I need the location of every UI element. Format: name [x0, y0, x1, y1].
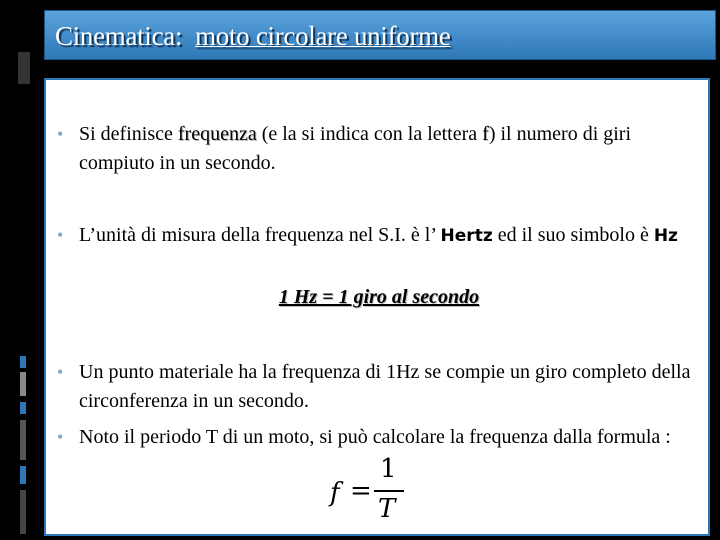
unit-name: Hertz	[440, 226, 493, 246]
hertz-definition: 1 Hz = 1 giro al secondo	[278, 286, 480, 308]
text: Si definisce	[79, 123, 173, 145]
letter-f: f	[482, 123, 489, 145]
text: L’unità di misura della frequenza nel S.I. è l’	[79, 224, 436, 246]
decor-bar	[20, 490, 26, 534]
paragraph-frequency-definition	[79, 120, 698, 178]
decor-bar	[20, 372, 26, 396]
unit-symbol: Hz	[653, 226, 678, 246]
paragraph-unit	[79, 221, 698, 251]
text: ed il suo simbolo è	[497, 224, 649, 246]
title-prefix: Cinematica:	[55, 21, 183, 51]
decor-bar	[20, 402, 26, 414]
fraction-line	[374, 490, 404, 492]
slide-title-bar	[44, 10, 716, 60]
text: ) il numero di giri compiuto in un secondo.	[79, 123, 632, 174]
frequency-formula	[330, 452, 410, 532]
bullet-icon: •	[57, 362, 64, 382]
term-frequenza: frequenza	[177, 123, 257, 145]
text: (e la si indica con la lettera	[261, 123, 478, 145]
paragraph-period-formula: Noto il periodo T di un moto, si può calcolare la frequenza dalla formula :	[79, 426, 671, 448]
decor-bar	[20, 420, 26, 460]
slide-content	[44, 78, 710, 536]
formula-denominator: T	[378, 494, 396, 524]
formula-numerator: 1	[380, 454, 397, 484]
bullet-icon: •	[57, 124, 64, 144]
decor-bar	[20, 466, 26, 484]
decor-bar	[18, 52, 30, 84]
title-main: moto circolare uniforme	[195, 21, 451, 51]
bullet-icon: •	[57, 225, 64, 245]
slide-title	[55, 21, 451, 52]
bullet-icon: •	[57, 427, 64, 447]
left-decoration	[0, 0, 44, 540]
formula-equals: =	[350, 476, 372, 506]
formula-lhs: f	[330, 478, 340, 508]
decor-bar	[20, 356, 26, 368]
paragraph-example: Un punto materiale ha la frequenza di 1Hz se compie un giro completo della circonferenza in un secondo.	[79, 361, 691, 412]
